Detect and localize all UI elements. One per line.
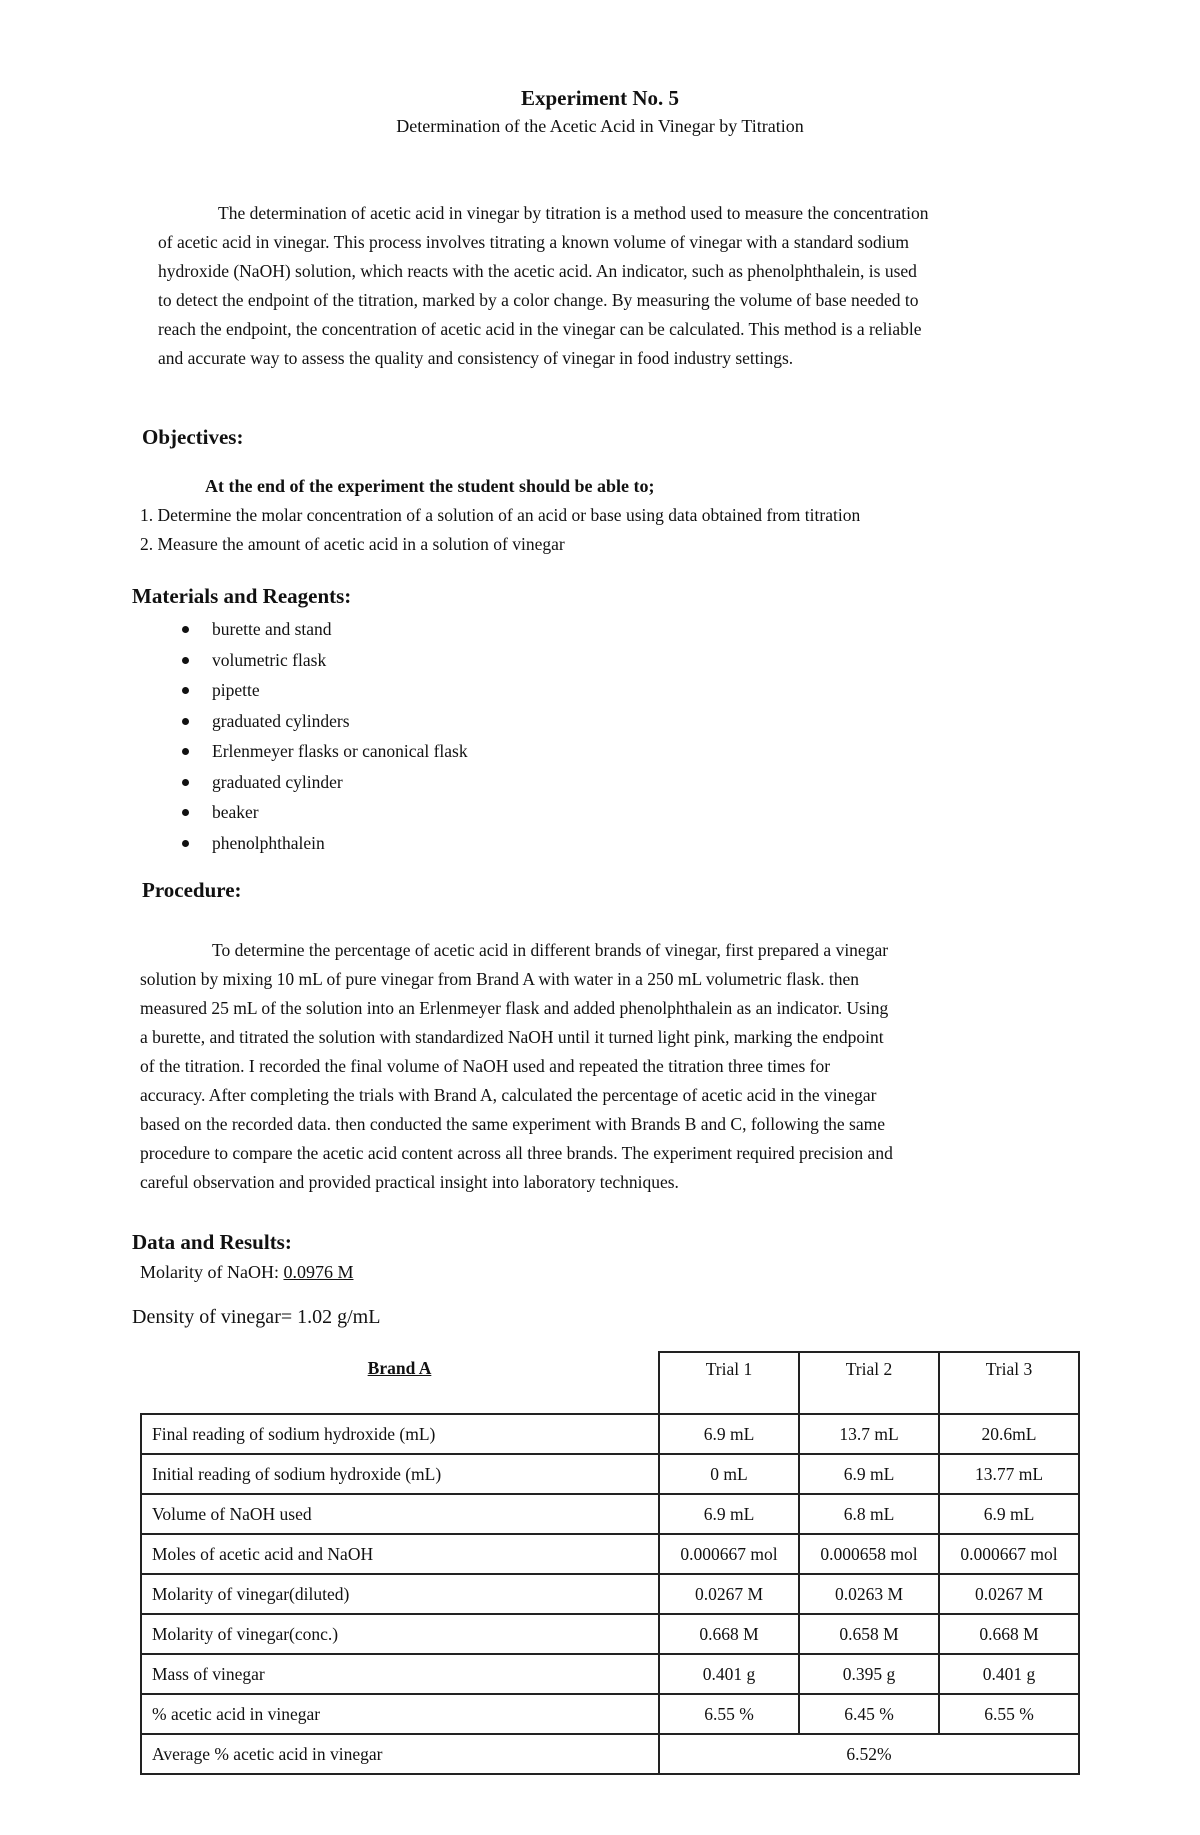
table-row xyxy=(141,1414,1079,1454)
cell-value: 0.000667 mol xyxy=(659,1534,799,1574)
trial-header: Trial 1 xyxy=(659,1352,799,1414)
row-label: Molarity of vinegar(diluted) xyxy=(141,1574,659,1614)
cell-value: 0.0267 M xyxy=(939,1574,1079,1614)
intro-line: The determination of acetic acid in vinegar by titration is a method used to measure the concentration xyxy=(218,203,929,223)
trial-header: Trial 3 xyxy=(939,1352,1079,1414)
table-row xyxy=(141,1614,1079,1654)
material-item: volumetric flask xyxy=(180,645,468,676)
cell-value: 6.45 % xyxy=(799,1694,939,1734)
intro-line: and accurate way to assess the quality and consistency of vinegar in food industry settings. xyxy=(158,348,794,368)
row-label: Volume of NaOH used xyxy=(141,1494,659,1534)
table-row xyxy=(141,1534,1079,1574)
cell-value: 0.0267 M xyxy=(659,1574,799,1614)
procedure-line: based on the recorded data. then conducted the same experiment with Brands B and C, following the same xyxy=(140,1114,885,1134)
cell-value: 0.668 M xyxy=(939,1614,1079,1654)
procedure-heading: Procedure: xyxy=(142,878,242,902)
table-row xyxy=(141,1654,1079,1694)
procedure-line: a burette, and titrated the solution with standardized NaOH until it turned light pink, marking the endpoint xyxy=(140,1027,884,1047)
objectives-lead: At the end of the experiment the student should be able to; xyxy=(205,476,655,496)
procedure-line: careful observation and provided practical insight into laboratory techniques. xyxy=(140,1172,679,1192)
material-item: graduated cylinders xyxy=(180,706,468,737)
procedure-line: solution by mixing 10 mL of pure vinegar from Brand A with water in a 250 mL volumetric flask. then xyxy=(140,969,859,989)
procedure-line: accuracy. After completing the trials with Brand A, calculated the percentage of acetic acid in the vinegar xyxy=(140,1085,877,1105)
material-item: burette and stand xyxy=(180,614,468,645)
cell-value: 6.9 mL xyxy=(939,1494,1079,1534)
cell-value: 0 mL xyxy=(659,1454,799,1494)
material-item: beaker xyxy=(180,797,468,828)
table-row xyxy=(141,1694,1079,1734)
row-label: Initial reading of sodium hydroxide (mL) xyxy=(141,1454,659,1494)
cell-value: 6.9 mL xyxy=(659,1494,799,1534)
procedure-line: measured 25 mL of the solution into an Erlenmeyer flask and added phenolphthalein as an indicator. Using xyxy=(140,998,889,1018)
table-row-average xyxy=(141,1734,1079,1774)
cell-value: 0.658 M xyxy=(799,1614,939,1654)
trial-header: Trial 2 xyxy=(799,1352,939,1414)
cell-value: 0.000658 mol xyxy=(799,1534,939,1574)
material-item: graduated cylinder xyxy=(180,767,468,798)
cell-value: 0.401 g xyxy=(659,1654,799,1694)
row-label: % acetic acid in vinegar xyxy=(141,1694,659,1734)
brand-label: Brand A xyxy=(367,1358,432,1378)
row-label: Final reading of sodium hydroxide (mL) xyxy=(141,1414,659,1454)
row-label: Molarity of vinegar(conc.) xyxy=(141,1614,659,1654)
cell-value: 0.395 g xyxy=(799,1654,939,1694)
experiment-title: Experiment No. 5 xyxy=(520,86,680,110)
naoh-molarity-value: 0.0976 M xyxy=(283,1262,354,1282)
naoh-molarity: Molarity of NaOH: 0.0976 M xyxy=(140,1262,354,1282)
intro-line: of acetic acid in vinegar. This process involves titrating a known volume of vinegar with a standard sodium xyxy=(158,232,910,252)
cell-value: 0.401 g xyxy=(939,1654,1079,1694)
material-item: Erlenmeyer flasks or canonical flask xyxy=(180,736,468,767)
intro-line: to detect the endpoint of the titration, marked by a color change. By measuring the volume of base needed to xyxy=(158,290,919,310)
cell-value: 0.668 M xyxy=(659,1614,799,1654)
cell-value: 20.6mL xyxy=(939,1414,1079,1454)
cell-value: 6.8 mL xyxy=(799,1494,939,1534)
objective-item: 2. Measure the amount of acetic acid in a solution of vinegar xyxy=(140,534,565,554)
table-row xyxy=(141,1454,1079,1494)
procedure-line: To determine the percentage of acetic acid in different brands of vinegar, first prepared a vinegar xyxy=(212,940,889,960)
cell-value: 6.9 mL xyxy=(799,1454,939,1494)
row-label: Moles of acetic acid and NaOH xyxy=(141,1534,659,1574)
experiment-subtitle: Determination of the Acetic Acid in Vinegar by Titration xyxy=(396,116,804,136)
materials-list xyxy=(180,614,468,858)
intro-line: hydroxide (NaOH) solution, which reacts with the acetic acid. An indicator, such as phenolphthalein, is used xyxy=(158,261,917,281)
materials-heading: Materials and Reagents: xyxy=(132,584,352,608)
procedure-line: of the titration. I recorded the final volume of NaOH used and repeated the titration three times for xyxy=(140,1056,831,1076)
average-value: 6.52% xyxy=(659,1734,1079,1774)
row-label: Average % acetic acid in vinegar xyxy=(141,1734,659,1774)
table-row xyxy=(141,1574,1079,1614)
cell-value: 13.77 mL xyxy=(939,1454,1079,1494)
cell-value: 0.0263 M xyxy=(799,1574,939,1614)
cell-value: 6.55 % xyxy=(939,1694,1079,1734)
vinegar-density: Density of vinegar= 1.02 g/mL xyxy=(132,1306,381,1328)
table-header-row xyxy=(141,1352,1079,1414)
material-item: pipette xyxy=(180,675,468,706)
cell-value: 6.55 % xyxy=(659,1694,799,1734)
cell-value: 0.000667 mol xyxy=(939,1534,1079,1574)
table-row xyxy=(141,1494,1079,1534)
intro-line: reach the endpoint, the concentration of acetic acid in the vinegar can be calculated. This method is a reliable xyxy=(158,319,922,339)
cell-value: 13.7 mL xyxy=(799,1414,939,1454)
material-item: phenolphthalein xyxy=(180,828,468,859)
objectives-heading: Objectives: xyxy=(142,425,244,449)
results-heading: Data and Results: xyxy=(132,1230,292,1254)
cell-value: 6.9 mL xyxy=(659,1414,799,1454)
brand-a-results-table xyxy=(140,1351,1080,1775)
objective-item: 1. Determine the molar concentration of a solution of an acid or base using data obtained from titration xyxy=(140,505,861,525)
procedure-line: procedure to compare the acetic acid content across all three brands. The experiment required precision and xyxy=(140,1143,893,1163)
row-label: Mass of vinegar xyxy=(141,1654,659,1694)
